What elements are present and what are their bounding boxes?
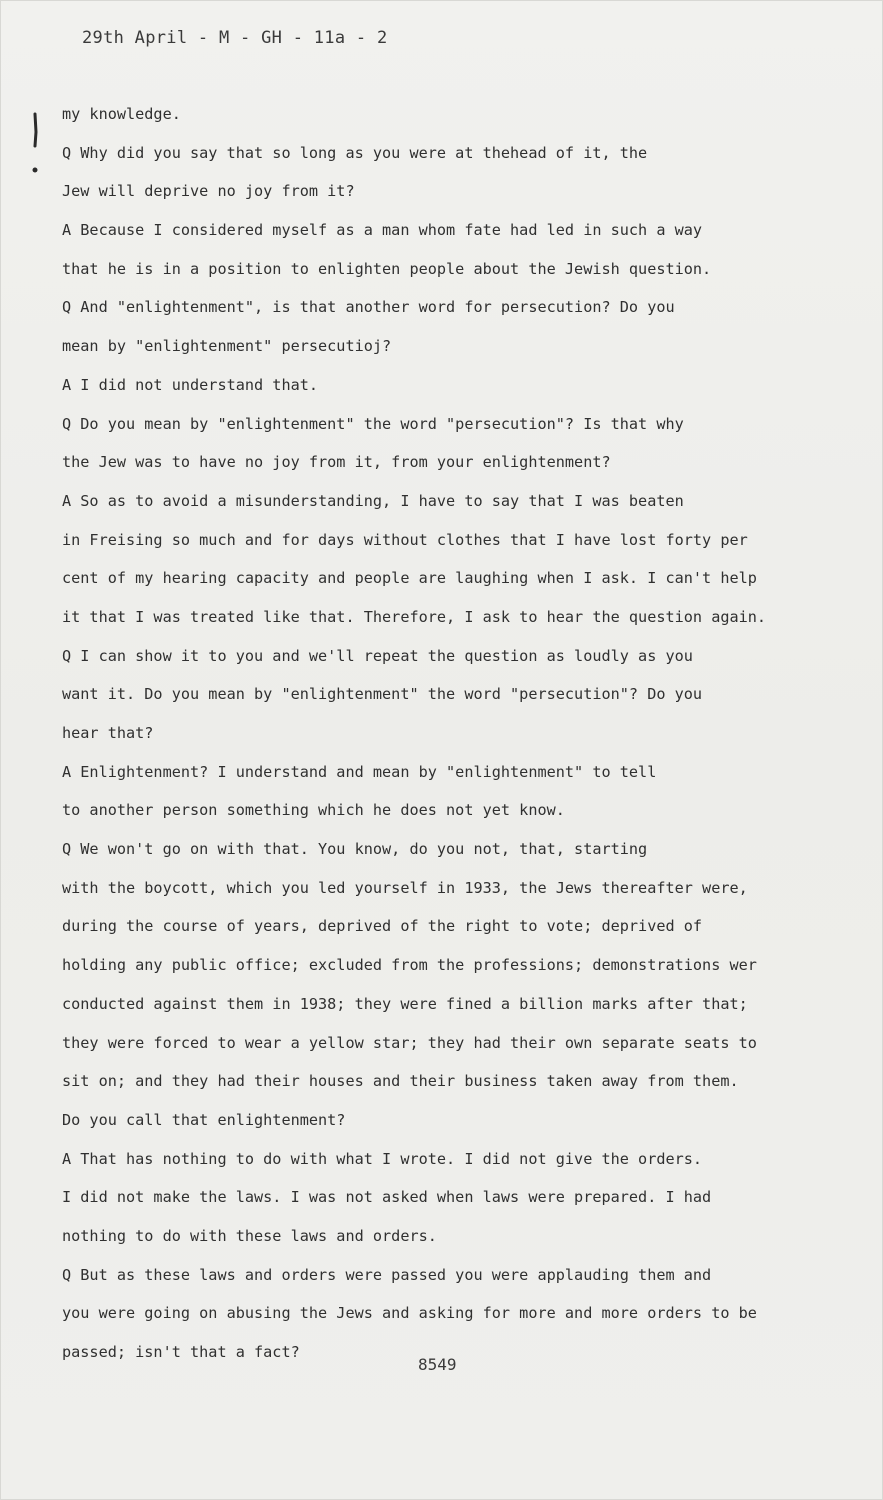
transcript-line: A That has nothing to do with what I wrote. I did not give the orders. bbox=[62, 1149, 703, 1168]
transcript-line: they were forced to wear a yellow star; they had their own separate seats to bbox=[62, 1033, 757, 1052]
margin-ink-mark bbox=[30, 112, 40, 174]
transcript-line: holding any public office; excluded from the professions; demonstrations wer bbox=[62, 956, 757, 975]
transcript-line: my knowledge. bbox=[62, 105, 181, 123]
transcript-line: Jew will deprive no joy from it? bbox=[62, 182, 355, 201]
transcript-line: cent of my hearing capacity and people are laughing when I ask. I can't help bbox=[62, 569, 757, 588]
transcript-line: Q Do you mean by "enlightenment" the word "persecution"? Is that why bbox=[62, 414, 684, 433]
transcript-line: you were going on abusing the Jews and asking for more and more orders to be bbox=[62, 1304, 757, 1323]
transcript-line: hear that? bbox=[62, 724, 154, 742]
transcript-line: sit on; and they had their houses and their business taken away from them. bbox=[62, 1072, 739, 1091]
transcript-body bbox=[62, 95, 832, 1372]
transcript-line: nothing to do with these laws and orders. bbox=[62, 1226, 437, 1245]
transcript-line: want it. Do you mean by "enlightenment" the word "persecution"? Do you bbox=[62, 685, 703, 704]
transcript-line: Q And "enlightenment", is that another word for persecution? Do you bbox=[62, 298, 675, 317]
transcript-line: that he is in a position to enlighten people about the Jewish question. bbox=[62, 259, 712, 278]
transcript-line: Q I can show it to you and we'll repeat the question as loudly as you bbox=[62, 646, 693, 665]
page-number: 8549 bbox=[418, 1355, 457, 1374]
transcript-line: A Enlightenment? I understand and mean by "enlightenment" to tell bbox=[62, 762, 657, 781]
transcript-line: passed; isn't that a fact? bbox=[62, 1343, 300, 1361]
transcript-line: the Jew was to have no joy from it, from your enlightenment? bbox=[62, 453, 611, 472]
transcript-line: Do you call that enlightenment? bbox=[62, 1110, 346, 1129]
transcript-line: mean by "enlightenment" persecutioj? bbox=[62, 337, 392, 356]
transcript-line: Q But as these laws and orders were passed you were applauding them and bbox=[62, 1265, 712, 1284]
transcript-line: I did not make the laws. I was not asked when laws were prepared. I had bbox=[62, 1188, 712, 1207]
transcript-line: it that I was treated like that. Therefore, I ask to hear the question again. bbox=[62, 607, 767, 626]
page-header: 29th April - M - GH - 11a - 2 bbox=[82, 28, 388, 48]
transcript-line: with the boycott, which you led yourself in 1933, the Jews thereafter were, bbox=[62, 878, 748, 897]
transcript-line: during the course of years, deprived of the right to vote; deprived of bbox=[62, 917, 703, 936]
transcript-line: Q We won't go on with that. You know, do you not, that, starting bbox=[62, 840, 648, 859]
transcript-line: A I did not understand that. bbox=[62, 375, 319, 394]
transcript-line: A So as to avoid a misunderstanding, I have to say that I was beaten bbox=[62, 491, 684, 510]
transcript-line: to another person something which he does not yet know. bbox=[62, 801, 565, 820]
transcript-line: Q Why did you say that so long as you were at thehead of it, the bbox=[62, 143, 648, 162]
transcript-line: conducted against them in 1938; they were fined a billion marks after that; bbox=[62, 994, 748, 1013]
transcript-line: in Freising so much and for days without clothes that I have lost forty per bbox=[62, 530, 748, 549]
transcript-line: A Because I considered myself as a man whom fate had led in such a way bbox=[62, 221, 703, 240]
